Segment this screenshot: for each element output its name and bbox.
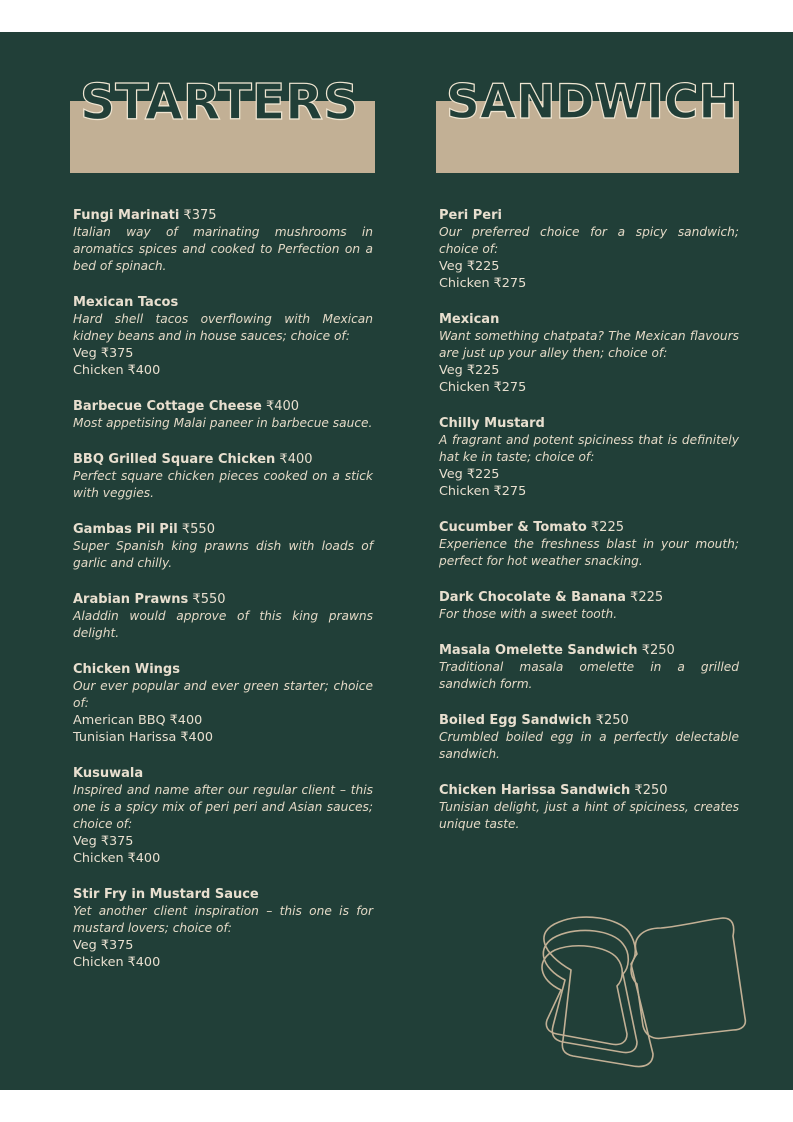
item-description: Our ever popular and ever green starter; choice of: [73, 679, 373, 710]
starters-heading [70, 32, 375, 205]
item-price: ₹250 [595, 713, 629, 728]
item-option: Chicken ₹275 [439, 484, 527, 499]
menu-item-header [73, 207, 373, 224]
item-price: ₹225 [630, 590, 664, 605]
item-name: Peri Peri [439, 208, 502, 223]
item-name: Masala Omelette Sandwich [439, 643, 638, 658]
starters-list [73, 207, 373, 990]
menu-item [73, 661, 373, 746]
item-option: Veg ₹225 [439, 467, 500, 482]
menu-item-header [439, 712, 739, 729]
item-description: Inspired and name after our regular client – this one is a spicy mix of peri peri and Asian sauces; choice of: [73, 783, 373, 831]
item-name: Arabian Prawns [73, 592, 189, 607]
sandwich-list [439, 207, 739, 852]
item-description: Our preferred choice for a spicy sandwich; choice of: [439, 225, 739, 256]
item-name: Stir Fry in Mustard Sauce [73, 887, 259, 902]
item-option: Chicken ₹275 [439, 276, 527, 291]
bread-slices-icon [533, 914, 747, 1076]
item-option: Chicken ₹275 [439, 380, 527, 395]
item-option: Veg ₹225 [439, 259, 500, 274]
item-description: Traditional masala omelette in a grilled sandwich form. [439, 660, 739, 691]
item-price: ₹550 [192, 592, 226, 607]
menu-item [439, 415, 739, 500]
menu-item [439, 311, 739, 396]
menu-item-header [73, 521, 373, 538]
menu-item [73, 398, 373, 432]
menu-item [73, 451, 373, 502]
section-title: SANDWICH [446, 75, 738, 130]
item-description: Italian way of marinating mushrooms in aromatics spices and cooked to Perfection on a bed of spinach. [73, 225, 373, 273]
item-option: Veg ₹375 [73, 938, 134, 953]
item-price: ₹400 [279, 452, 313, 467]
item-description: Hard shell tacos overflowing with Mexican kidney beans and in house sauces; choice of: [73, 312, 373, 343]
starters-section [70, 32, 375, 970]
item-name: Chicken Harissa Sandwich [439, 783, 631, 798]
item-description: A fragrant and potent spiciness that is definitely hat ke in taste; choice of: [439, 433, 739, 464]
item-description: Crumbled boiled egg in a perfectly delectable sandwich. [439, 730, 739, 761]
item-price: ₹375 [183, 208, 217, 223]
item-name: Mexican [439, 312, 500, 327]
item-name: Boiled Egg Sandwich [439, 713, 592, 728]
item-name: Kusuwala [73, 766, 144, 781]
sandwich-section [436, 32, 739, 831]
item-description: Tunisian delight, just a hint of spiciness, creates unique taste. [439, 800, 739, 831]
item-option: Chicken ₹400 [73, 851, 161, 866]
menu-item [73, 207, 373, 275]
item-name: BBQ Grilled Square Chicken [73, 452, 276, 467]
item-option: American BBQ ₹400 [73, 713, 203, 728]
item-description: Want something chatpata? The Mexican flavours are just up your alley then; choice of: [439, 329, 739, 360]
menu-item [439, 712, 739, 763]
item-description: Experience the freshness blast in your mouth; perfect for hot weather snacking. [439, 537, 739, 568]
menu-item [439, 642, 739, 693]
menu-item-header [73, 661, 373, 678]
item-description: Super Spanish king prawns dish with loads of garlic and chilly. [73, 539, 373, 570]
item-option: Chicken ₹400 [73, 363, 161, 378]
menu-item [73, 765, 373, 867]
item-description: For those with a sweet tooth. [439, 607, 618, 621]
menu-board [0, 32, 793, 1090]
item-price: ₹225 [590, 520, 624, 535]
item-description: Aladdin would approve of this king prawns delight. [73, 609, 373, 640]
menu-item-header [439, 207, 739, 224]
item-name: Gambas Pil Pil [73, 522, 178, 537]
sandwich-heading [436, 32, 739, 205]
item-price: ₹250 [641, 643, 675, 658]
item-name: Fungi Marinati [73, 208, 180, 223]
item-option: Tunisian Harissa ₹400 [73, 730, 213, 745]
menu-item-header [73, 591, 373, 608]
menu-item-header [73, 765, 373, 782]
item-price: ₹550 [181, 522, 215, 537]
item-name: Barbecue Cottage Cheese [73, 399, 262, 414]
item-option: Veg ₹375 [73, 834, 134, 849]
item-name: Chilly Mustard [439, 416, 545, 431]
menu-item-header [439, 589, 739, 606]
menu-item-header [73, 294, 373, 311]
section-title: STARTERS [80, 74, 359, 131]
item-description: Most appetising Malai paneer in barbecue sauce. [73, 416, 373, 430]
menu-item-header [439, 642, 739, 659]
item-name: Mexican Tacos [73, 295, 179, 310]
menu-item [73, 886, 373, 971]
menu-item-header [439, 519, 739, 536]
item-option: Veg ₹375 [73, 346, 134, 361]
item-option: Chicken ₹400 [73, 955, 161, 970]
menu-item [73, 294, 373, 379]
item-price: ₹400 [265, 399, 300, 414]
menu-item-header [439, 782, 739, 799]
menu-item-header [73, 451, 373, 468]
menu-item-header [73, 398, 373, 415]
item-name: Cucumber & Tomato [439, 520, 587, 535]
menu-item-header [439, 311, 739, 328]
item-price: ₹250 [634, 783, 668, 798]
menu-item [439, 519, 739, 570]
menu-item-header [439, 415, 739, 432]
menu-item [439, 782, 739, 833]
menu-item [439, 207, 739, 292]
menu-item [73, 591, 373, 642]
item-name: Dark Chocolate & Banana [439, 590, 626, 605]
item-option: Veg ₹225 [439, 363, 500, 378]
menu-item-header [73, 886, 373, 903]
item-description: Yet another client inspiration – this one is for mustard lovers; choice of: [73, 904, 373, 935]
menu-item [73, 521, 373, 572]
item-name: Chicken Wings [73, 662, 180, 677]
menu-item [439, 589, 739, 623]
item-description: Perfect square chicken pieces cooked on a stick with veggies. [73, 469, 373, 500]
